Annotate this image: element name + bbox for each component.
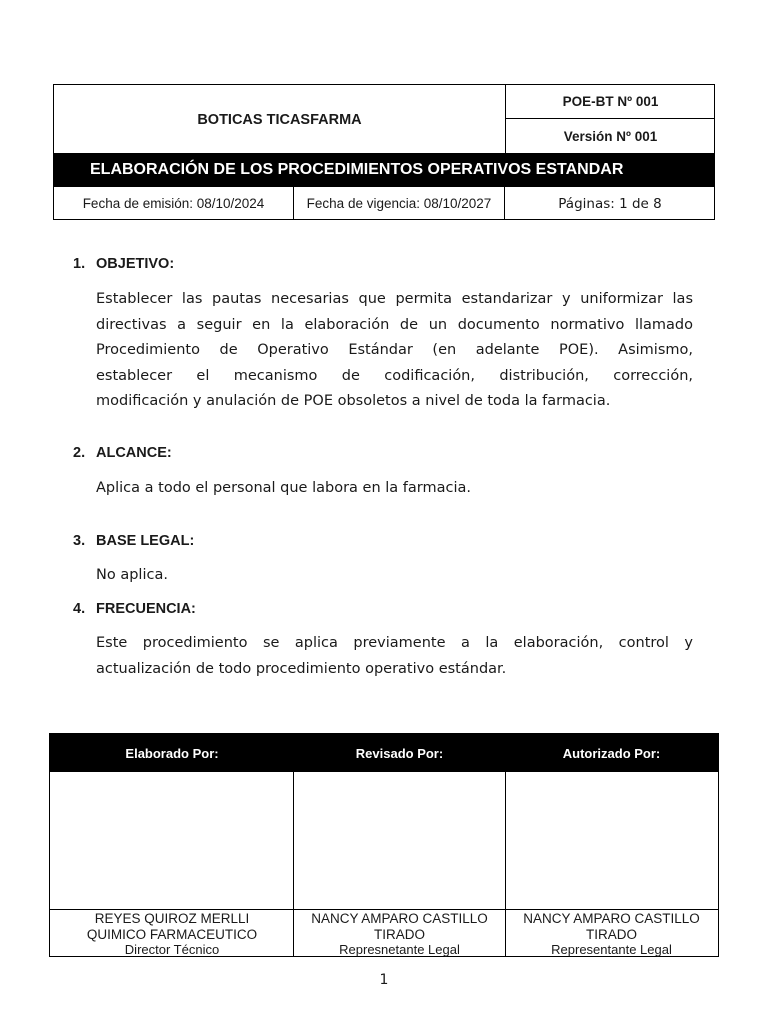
section-number: 3. (73, 533, 86, 549)
paragraph-line: establecer el mecanismo de codificación, distribución, corrección, (96, 367, 693, 384)
section-title: OBJETIVO: (96, 256, 175, 272)
section-title: ALCANCE: (96, 445, 172, 461)
signer-role: Represnetante Legal (339, 942, 460, 957)
signer-reviewed (294, 910, 505, 956)
section-body-alcance (96, 476, 693, 502)
emission-date: Fecha de emisión: 08/10/2024 (54, 187, 294, 220)
elaborated-by-header: Elaborado Por: (50, 734, 294, 772)
page-number: 1 (379, 972, 389, 988)
validity-date: Fecha de vigencia: 08/10/2027 (294, 187, 505, 220)
signer-elaborated (50, 910, 294, 956)
paragraph-line: Aplica a todo el personal que labora en la farmacia. (96, 480, 471, 496)
signer-name: NANCY AMPARO CASTILLO (523, 911, 700, 926)
paragraph-line: Este procedimiento se aplica previamente a la elaboración, control y (96, 635, 693, 651)
signer-role: Representante Legal (551, 942, 672, 957)
company-name: BOTICAS TICASFARMA (197, 112, 362, 128)
paragraph-line: Procedimiento de Operativo Estándar (en adelante POE). Asimismo, (96, 342, 693, 358)
document-version: Versión Nº 001 (505, 119, 715, 153)
paragraph-line: directivas a seguir en la elaboración de un documento normativo llamado (96, 316, 693, 333)
paragraph-line: Establecer las pautas necesarias que permita estandarizar y uniformizar las (96, 291, 693, 307)
paragraph-line: modificación y anulación de POE obsoletos a nivel de toda la farmacia. (96, 393, 611, 409)
authorized-by-header: Autorizado Por: (505, 734, 718, 772)
document-code: POE-BT Nº 001 (505, 85, 715, 119)
page-count: Páginas: 1 de 8 (558, 195, 662, 212)
signer-name-cont: TIRADO (373, 926, 425, 942)
signer-role: Director Técnico (124, 942, 220, 957)
section-number: 4. (73, 601, 86, 617)
signature-box-authorized (505, 772, 718, 910)
section-title: BASE LEGAL: (96, 533, 195, 549)
section-title: FRECUENCIA: (96, 601, 196, 617)
paragraph-line: No aplica. (96, 567, 168, 583)
section-body-frecuencia (96, 631, 693, 682)
signature-box-elaborated (50, 772, 294, 910)
signer-name-cont: TIRADO (585, 926, 637, 942)
reviewed-by-header: Revisado Por: (294, 734, 505, 772)
document-title: ELABORACIÓN DE LOS PROCEDIMIENTOS OPERATIVOS ESTANDAR (54, 153, 714, 187)
section-body-objetivo (96, 287, 693, 415)
signer-name: NANCY AMPARO CASTILLO (311, 911, 488, 926)
section-body-base-legal (96, 563, 693, 589)
paragraph-line: actualización de todo procedimiento operativo estándar. (96, 660, 507, 677)
document-header-table (53, 84, 715, 220)
signature-table (49, 733, 719, 957)
signer-authorized (505, 910, 718, 956)
signature-box-reviewed (294, 772, 505, 910)
signer-title: QUIMICO FARMACEUTICO (86, 926, 258, 942)
section-number: 1. (73, 256, 86, 272)
section-number: 2. (73, 445, 86, 461)
signer-name: REYES QUIROZ MERLLI (94, 911, 250, 926)
